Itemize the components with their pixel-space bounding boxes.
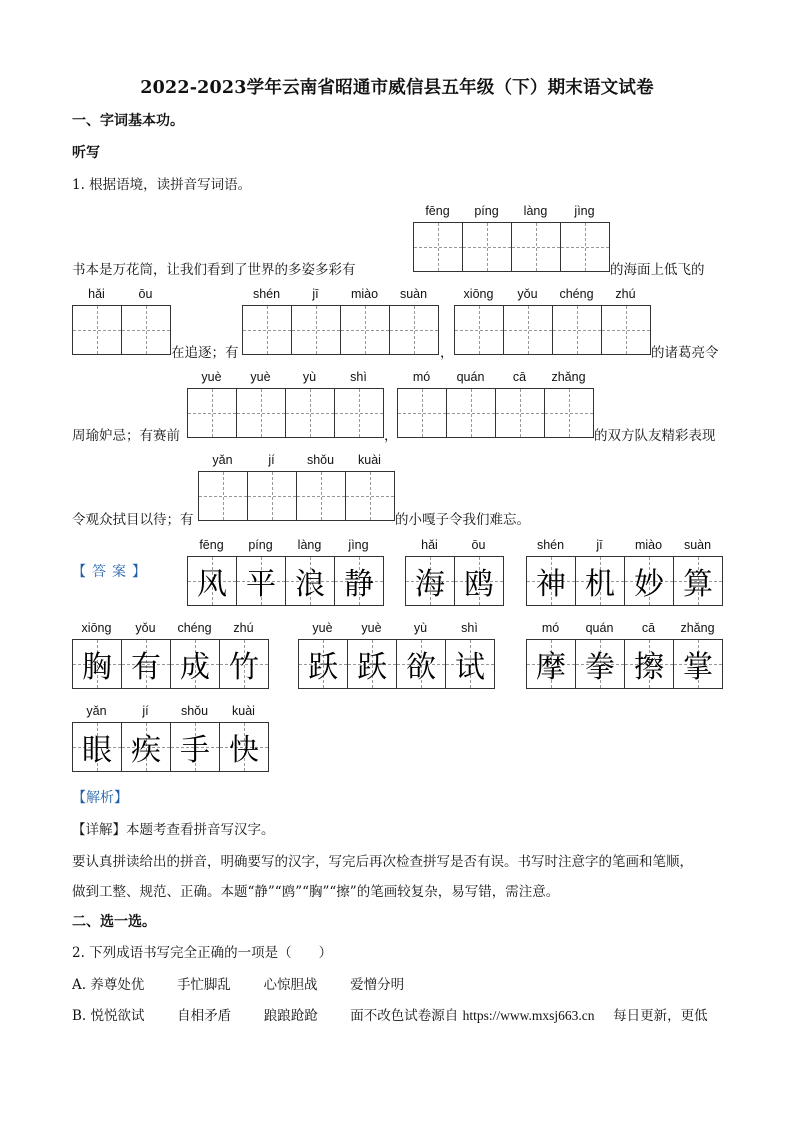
q2-option-a-2: 手忙脚乱 — [176, 977, 231, 993]
answer-char: 跃 — [357, 650, 387, 685]
writing-grid-fengpinglangjing[interactable] — [413, 222, 610, 272]
answer-char: 欲 — [406, 650, 436, 685]
pinyin: mó — [412, 370, 431, 384]
q1-line2-b: ， — [440, 345, 454, 361]
pinyin: jí — [142, 704, 149, 718]
q2-stem: 2. 下列成语书写完全正确的一项是（ ） — [72, 945, 333, 961]
q1-line3-c: 的双方队友精彩表现 — [594, 428, 716, 444]
q2-option-b-4: 面不改色试卷源自 — [350, 1008, 459, 1024]
answer-char: 眼 — [82, 733, 112, 768]
pinyin: quán — [585, 621, 614, 635]
pinyin: píng — [248, 538, 273, 552]
answer-char: 妙 — [634, 567, 664, 602]
answer-char: 风 — [197, 567, 227, 602]
answer-char: 疾 — [131, 733, 161, 768]
pinyin: zhǎng — [551, 370, 586, 384]
pinyin: suàn — [399, 287, 428, 301]
pinyin: jī — [596, 538, 603, 552]
q1-line3-b: ， — [384, 428, 398, 444]
pinyin: shǒu — [306, 453, 335, 467]
pinyin: jìng — [348, 538, 369, 552]
answer-label: 【答案】 — [72, 564, 152, 580]
pinyin: shén — [252, 287, 281, 301]
pinyin: quán — [456, 370, 485, 384]
q2-trailer: 每日更新，更低 — [613, 1008, 708, 1024]
pinyin: shì — [461, 621, 478, 635]
pinyin: kuài — [232, 704, 255, 718]
pinyin: fēng — [425, 204, 450, 218]
pinyin: xiōng — [81, 621, 112, 635]
q1-line1-text: 书本是万花筒，让我们看到了世界的多姿多彩有 — [72, 262, 356, 278]
analysis-para2: 做到工整、规范、正确。本题“静”“鸥”“胸”“擦”的笔画较复杂，易写错，需注意。 — [72, 884, 560, 900]
pinyin: cā — [641, 621, 656, 635]
q2-option-b-2: 自相矛盾 — [177, 1008, 232, 1024]
pinyin: fēng — [199, 538, 224, 552]
pinyin: shén — [536, 538, 565, 552]
pinyin: miào — [634, 538, 663, 552]
pinyin: chéng — [177, 621, 212, 635]
q2-option-a[interactable] — [72, 973, 404, 993]
answer-grid-haiou — [405, 556, 504, 606]
pinyin: jī — [312, 287, 319, 301]
q1-line1-end: 的海面上低飞的 — [610, 262, 705, 278]
pinyin: shì — [350, 370, 367, 384]
answer-char: 快 — [229, 733, 259, 768]
pinyin: làng — [523, 204, 548, 218]
answer-char: 掌 — [683, 650, 713, 685]
q1-line2-a: 在追逐；有 — [171, 345, 239, 361]
answer-char: 跃 — [308, 650, 338, 685]
pinyin: jí — [268, 453, 275, 467]
answer-char: 海 — [415, 567, 445, 602]
q2-option-a-4: 爱憎分明 — [350, 977, 405, 993]
pinyin: suàn — [683, 538, 712, 552]
answer-grid-yueyueyushi — [298, 639, 495, 689]
answer-grid-xiongyouchengzhu — [72, 639, 269, 689]
q1-line4-a: 令观众拭目以待；有 — [72, 512, 194, 528]
analysis-detail: 【详解】本题考查看拼音写汉字。 — [72, 822, 275, 838]
analysis-para1: 要认真拼读给出的拼音，明确要写的汉字，写完后再次检查拼写是否有误。书写时注意字的笔画和笔顺， — [72, 854, 693, 870]
pinyin: yǎn — [212, 453, 233, 467]
writing-grid-haiou[interactable] — [72, 305, 171, 355]
q2-option-b-1: B. 悦悦欲试 — [72, 1008, 145, 1024]
analysis-label: 【解析】 — [72, 790, 128, 806]
answer-char: 鸥 — [464, 567, 494, 602]
page-title: 2022-2023学年云南省昭通市威信县五年级（下）期末语文试卷 — [140, 78, 654, 98]
pinyin: chéng — [559, 287, 594, 301]
pinyin: zhú — [615, 287, 636, 301]
answer-char: 浪 — [295, 567, 325, 602]
pinyin: yù — [302, 370, 317, 384]
pinyin: yǒu — [517, 287, 538, 301]
pinyin: yǎn — [86, 704, 107, 718]
pinyin: shǒu — [180, 704, 209, 718]
pinyin: miào — [350, 287, 379, 301]
q1-stem: 1. 根据语境，读拼音写词语。 — [72, 177, 252, 193]
pinyin: píng — [474, 204, 499, 218]
writing-grid-xiongyouchengzhu[interactable] — [454, 305, 651, 355]
answer-grid-yanjishoukuai — [72, 722, 269, 772]
answer-grid-shenjimiaosuan — [526, 556, 723, 606]
answer-char: 手 — [180, 733, 210, 768]
pinyin: zhǎng — [680, 621, 715, 635]
writing-grid-moquancazhang[interactable] — [397, 388, 594, 438]
answer-char: 拳 — [585, 650, 615, 685]
pinyin: hǎi — [88, 287, 105, 301]
answer-char: 平 — [246, 567, 276, 602]
pinyin: mó — [541, 621, 560, 635]
q2-option-a-3: 心惊胆战 — [263, 977, 318, 993]
source-link[interactable]: https://www.mxsj663.cn — [462, 1008, 595, 1023]
answer-char: 有 — [131, 650, 161, 685]
pinyin: xiōng — [463, 287, 494, 301]
answer-char: 算 — [683, 567, 713, 602]
pinyin: yù — [413, 621, 428, 635]
pinyin: hǎi — [421, 538, 438, 552]
q1-line4-b: 的小嘎子令我们难忘。 — [395, 512, 530, 528]
pinyin: yuè — [201, 370, 222, 384]
writing-grid-yanjishoukuai[interactable] — [198, 471, 395, 521]
pinyin: yuè — [312, 621, 333, 635]
q2-option-b-3: 踉踉跄跄 — [263, 1008, 318, 1024]
answer-char: 摩 — [536, 650, 566, 685]
answer-char: 成 — [180, 650, 210, 685]
pinyin: yuè — [361, 621, 382, 635]
answer-char: 机 — [585, 567, 615, 602]
answer-char: 神 — [536, 567, 566, 602]
pinyin: kuài — [358, 453, 381, 467]
pinyin: zhú — [233, 621, 254, 635]
pinyin: yǒu — [135, 621, 156, 635]
writing-grid-shenjimiaosuan[interactable] — [242, 305, 439, 355]
q2-option-b[interactable] — [72, 1004, 708, 1024]
pinyin: cā — [512, 370, 527, 384]
answer-grid-fengpinglangjing — [187, 556, 384, 606]
answer-char: 竹 — [229, 650, 259, 685]
section1-sub: 听写 — [72, 145, 100, 161]
pinyin: ōu — [138, 287, 153, 301]
section1-heading: 一、字词基本功。 — [72, 113, 184, 129]
pinyin: làng — [297, 538, 322, 552]
pinyin: jìng — [574, 204, 595, 218]
q1-line2-c: 的诸葛亮令 — [651, 345, 719, 361]
answer-char: 静 — [344, 567, 374, 602]
answer-char: 擦 — [634, 650, 664, 685]
answer-char: 试 — [455, 650, 485, 685]
section2-heading: 二、选一选。 — [72, 914, 156, 930]
pinyin: ōu — [471, 538, 486, 552]
q2-option-a-1: A. 养尊处优 — [72, 977, 145, 993]
pinyin: yuè — [250, 370, 271, 384]
writing-grid-yueyueyushi[interactable] — [187, 388, 384, 438]
answer-grid-moquancazhang — [526, 639, 723, 689]
q1-line3-a: 周瑜妒忌；有赛前 — [72, 428, 180, 444]
answer-char: 胸 — [82, 650, 112, 685]
